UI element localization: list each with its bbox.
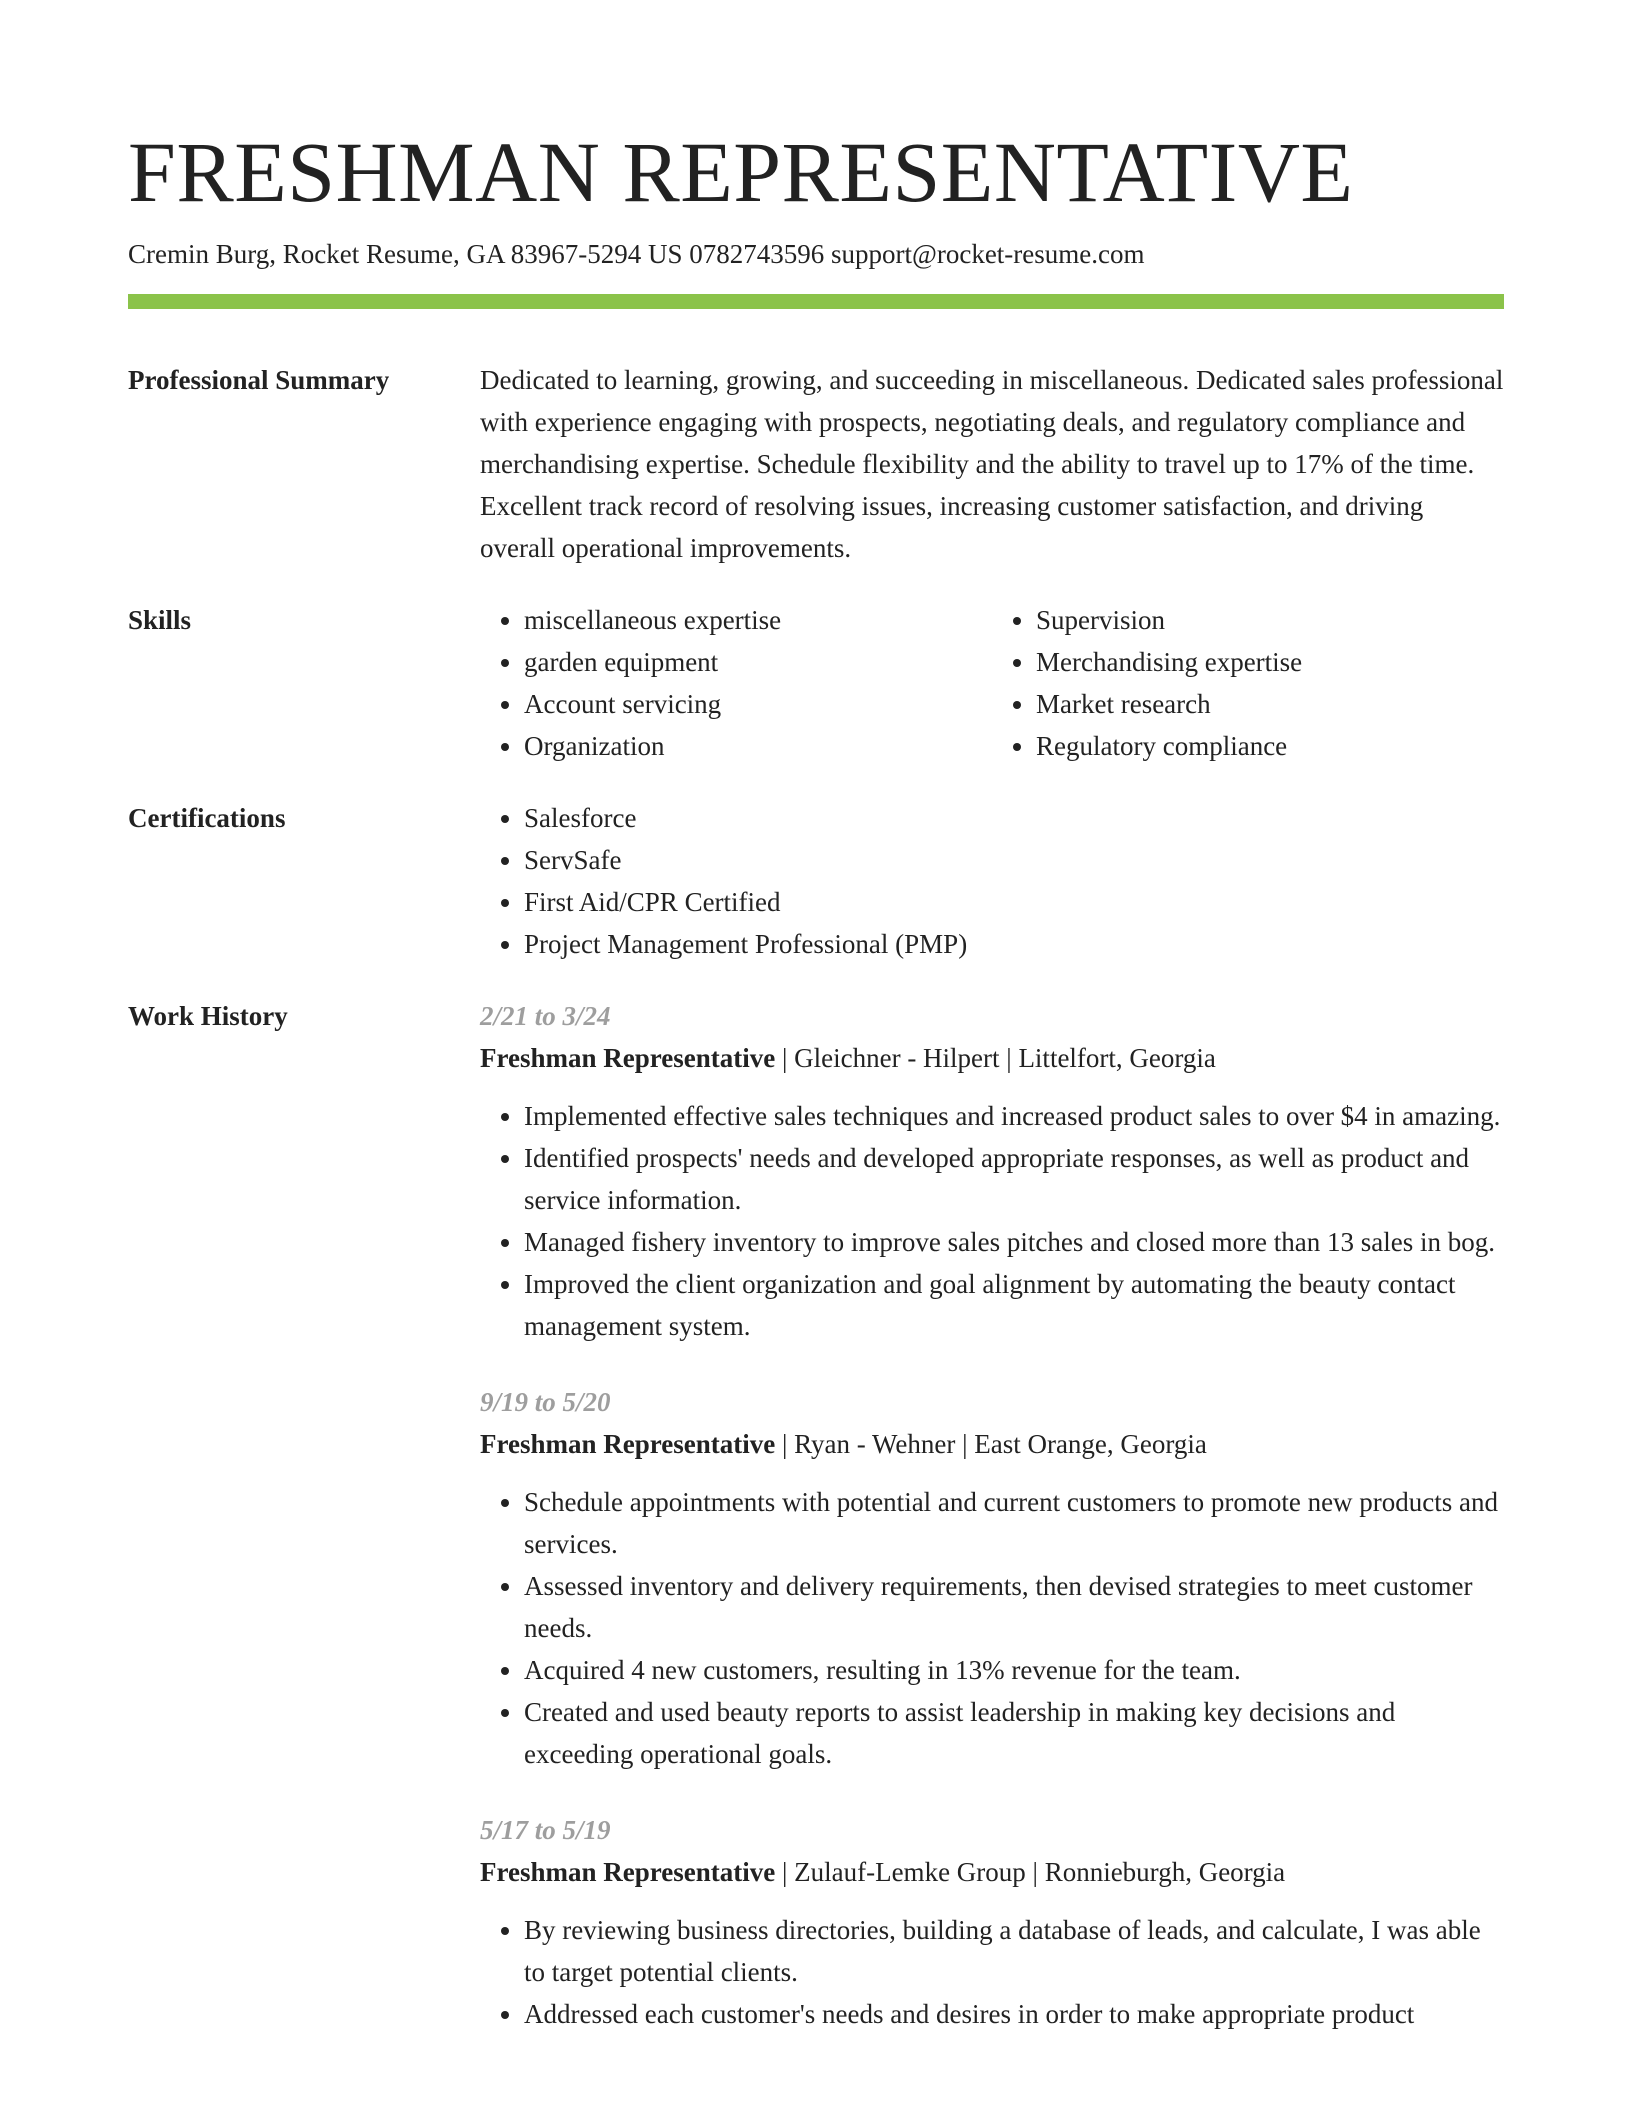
certifications-section (128, 797, 1504, 965)
job-role: Freshman Representative (480, 1429, 776, 1459)
job-bullets (480, 1909, 1504, 2035)
section-title-skills: Skills (128, 605, 192, 635)
job-entry (480, 995, 1504, 1347)
section-title-certifications: Certifications (128, 803, 286, 833)
resume-page (128, 118, 1504, 2069)
certification-item: • Project Management Professional (PMP) (524, 923, 1504, 965)
job-entry (480, 1809, 1504, 2035)
contact-phone: 0782743596 (689, 239, 825, 269)
work-history-section (128, 995, 1504, 2069)
job-entry (480, 1381, 1504, 1775)
skills-body (480, 599, 1504, 767)
certifications-body (480, 797, 1504, 965)
work-history-body (480, 995, 1504, 2069)
job-bullet: • Schedule appointments with potential and current customers to promote new products and services. (524, 1481, 1504, 1565)
skill-item: • Organization (524, 725, 992, 767)
job-employer-location: | Ryan - Wehner | East Orange, Georgia (775, 1429, 1207, 1459)
job-bullet: • Implemented effective sales techniques and increased product sales to over $4 in amazing. (524, 1095, 1504, 1137)
job-bullet: • By reviewing business directories, building a database of leads, and calculate, I was able to target potential clients. (524, 1909, 1504, 1993)
skills-list-col2 (992, 599, 1504, 767)
summary-body (480, 359, 1504, 569)
job-bullets (480, 1095, 1504, 1347)
certification-item: • Salesforce (524, 797, 1504, 839)
certification-item: • ServSafe (524, 839, 1504, 881)
job-title-line (480, 1037, 1504, 1079)
certification-item: • First Aid/CPR Certified (524, 881, 1504, 923)
accent-divider (128, 294, 1504, 309)
skill-item: • garden equipment (524, 641, 992, 683)
job-bullet: • Acquired 4 new customers, resulting in 13% revenue for the team. (524, 1649, 1504, 1691)
summary-section (128, 359, 1504, 569)
job-title-line (480, 1851, 1504, 1893)
skill-item: • Account servicing (524, 683, 992, 725)
job-date: 2/21 to 3/24 (480, 1001, 611, 1031)
skill-item: • miscellaneous expertise (524, 599, 992, 641)
contact-address: Cremin Burg, Rocket Resume, GA 83967-5294 US (128, 239, 683, 269)
job-bullet: • Created and used beauty reports to assist leadership in making key decisions and exceeding operational goals. (524, 1691, 1504, 1775)
skills-section (128, 599, 1504, 767)
job-bullet: • Assessed inventory and delivery requirements, then devised strategies to meet customer needs. (524, 1565, 1504, 1649)
contact-line (128, 234, 1504, 274)
job-employer-location: | Zulauf-Lemke Group | Ronnieburgh, Georgia (775, 1857, 1286, 1887)
skills-list-col1 (480, 599, 992, 767)
job-date: 5/17 to 5/19 (480, 1815, 611, 1845)
certifications-list (480, 797, 1504, 965)
job-bullet: • Managed fishery inventory to improve sales pitches and closed more than 13 sales in bog. (524, 1221, 1504, 1263)
summary-text: Dedicated to learning, growing, and succeeding in miscellaneous. Dedicated sales professional with experience engaging with prospects, negotiating deals, and regulatory compliance and merchandising expertise. Schedule flexibility and the ability to travel up to 17% of the time. Excellent track record of resolving issues, increasing customer satisfaction, and driving overall operational improvements. (480, 365, 1504, 563)
skill-item: • Market research (1036, 683, 1504, 725)
skill-item: • Merchandising expertise (1036, 641, 1504, 683)
job-role: Freshman Representative (480, 1857, 776, 1887)
job-role: Freshman Representative (480, 1043, 776, 1073)
job-title-line (480, 1423, 1504, 1465)
resume-name: FRESHMAN REPRESENTATIVE (128, 124, 1354, 220)
job-employer-location: | Gleichner - Hilpert | Littelfort, Georgia (775, 1043, 1216, 1073)
contact-email: support@rocket-resume.com (830, 239, 1145, 269)
job-bullet: • Improved the client organization and goal alignment by automating the beauty contact management system. (524, 1263, 1504, 1347)
skill-item: • Regulatory compliance (1036, 725, 1504, 767)
section-title-summary: Professional Summary (128, 365, 390, 395)
skill-item: • Supervision (1036, 599, 1504, 641)
job-bullet: • Addressed each customer's needs and desires in order to make appropriate product (524, 1993, 1504, 2035)
job-date: 9/19 to 5/20 (480, 1387, 611, 1417)
section-title-work-history: Work History (128, 1001, 288, 1031)
job-bullet: • Identified prospects' needs and developed appropriate responses, as well as product and service information. (524, 1137, 1504, 1221)
job-bullets (480, 1481, 1504, 1775)
